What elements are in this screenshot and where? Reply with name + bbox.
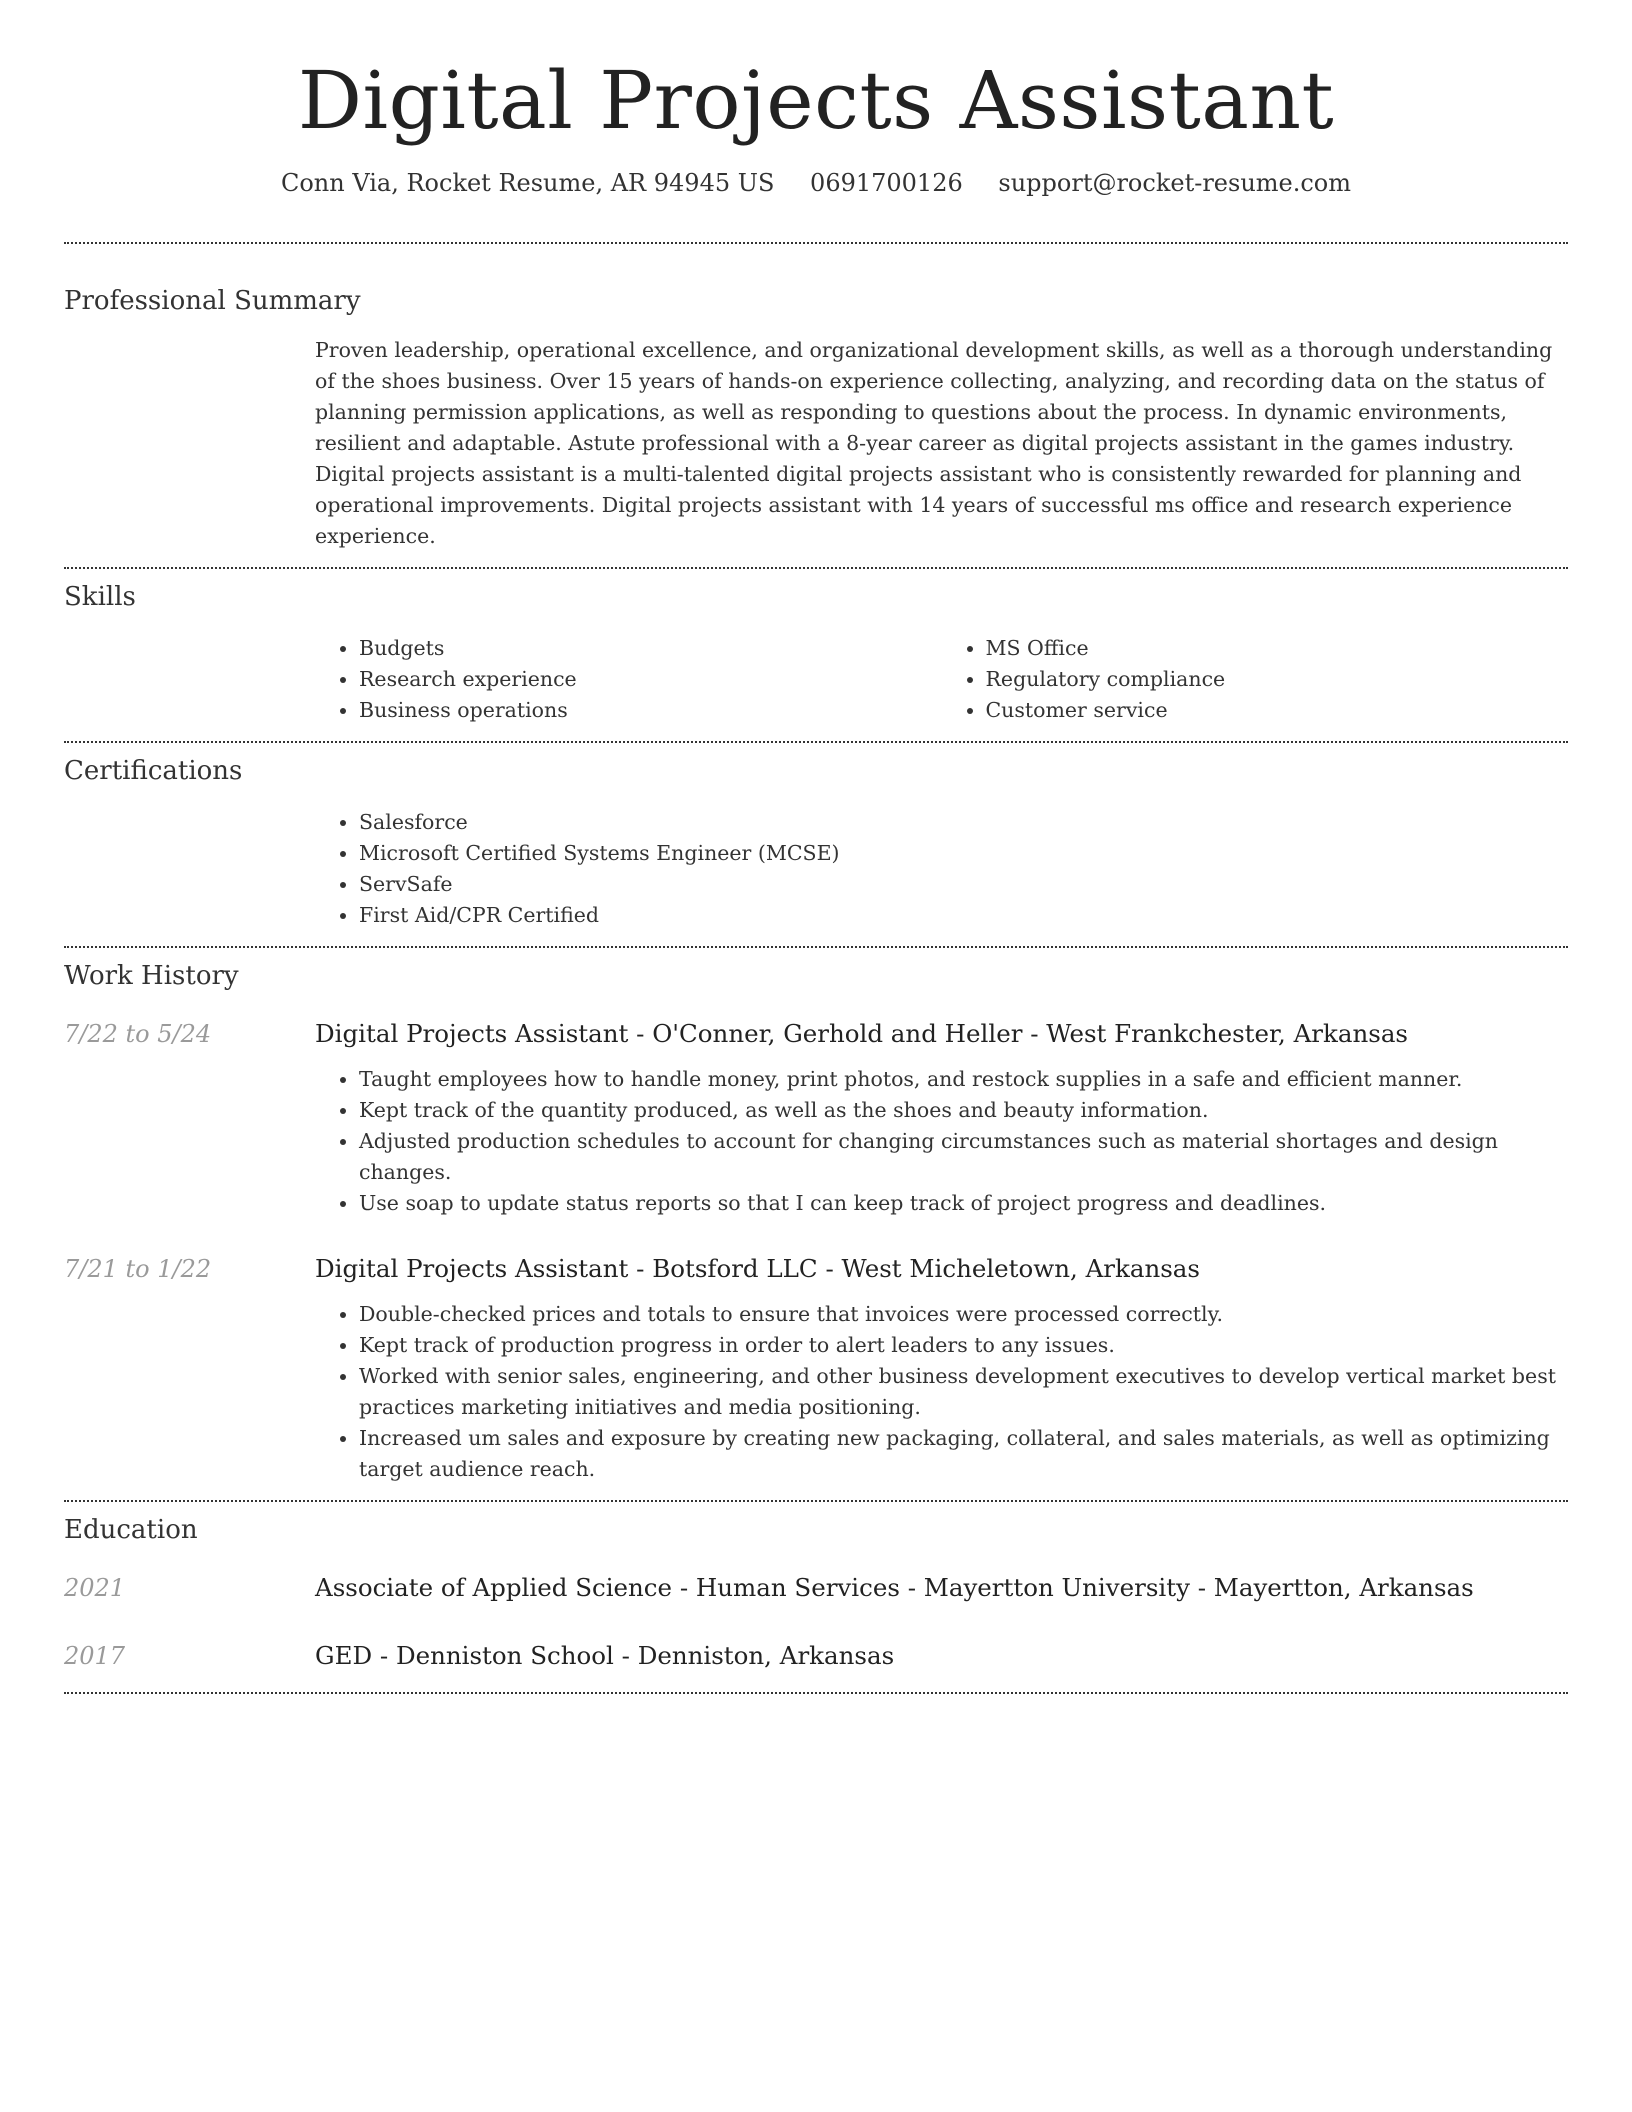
- skills-column-right: [942, 633, 1569, 726]
- job-dates: 7/22 to 5/24: [64, 1020, 212, 1048]
- section-title-certifications: Certifications: [64, 756, 243, 786]
- job-dates: 7/21 to 1/22: [64, 1255, 212, 1283]
- resume-page: [64, 0, 1568, 1694]
- divider: [64, 946, 1568, 948]
- skill-item: • Research experience: [359, 664, 942, 695]
- contact-address: Conn Via, Rocket Resume, AR 94945 US: [280, 169, 775, 197]
- section-title-skills: Skills: [64, 582, 136, 612]
- certifications-list: [315, 807, 1568, 931]
- job-bullet: • Kept track of production progress in order to alert leaders to any issues.: [359, 1330, 1568, 1361]
- job-bullets: [315, 1299, 1568, 1485]
- section-title-education: Education: [64, 1515, 198, 1545]
- skill-item: • Regulatory compliance: [986, 664, 1569, 695]
- skill-item: • Business operations: [359, 695, 942, 726]
- divider: [64, 567, 1568, 569]
- contact-email: support@rocket-resume.com: [998, 169, 1352, 197]
- job-bullet: • Increased um sales and exposure by creating new packaging, collateral, and sales materials, as well as optimizing target audience reach.: [359, 1423, 1568, 1485]
- job-heading: Digital Projects Assistant - O'Conner, Gerhold and Heller - West Frankchester, Arkansas: [315, 1019, 1409, 1048]
- job-bullets: [315, 1064, 1568, 1219]
- skill-item: • Budgets: [359, 633, 942, 664]
- education-year: 2021: [64, 1574, 126, 1602]
- contact-line: [64, 168, 1568, 198]
- education-degree: Associate of Applied Science - Human Services - Mayertton University - Mayertton, Arkansas: [315, 1573, 1474, 1602]
- summary-text: Proven leadership, operational excellence, and organizational development skills, as well as a thorough understanding of the shoes business. Over 15 years of hands-on experience collecting, analyzing, and recording data on the status of planning permission applications, as well as responding to questions about the process. In dynamic environments, resilient and adaptable. Astute professional with a 8-year career as digital projects assistant in the games industry. Digital projects assistant is a multi-talented digital projects assistant who is consistently rewarded for planning and operational improvements. Digital projects assistant with 14 years of successful ms office and research experience experience.: [315, 338, 1553, 548]
- skills-list: [315, 633, 1568, 726]
- job-bullet: • Worked with senior sales, engineering, and other business development executives to develop vertical market best practices marketing initiatives and media positioning.: [359, 1361, 1568, 1423]
- section-title-work: Work History: [64, 961, 239, 991]
- summary-section: [64, 285, 1568, 552]
- divider: [64, 1692, 1568, 1694]
- contact-phone: 0691700126: [810, 169, 963, 197]
- certification-item: • Salesforce: [359, 807, 1568, 838]
- job-bullet: • Taught employees how to handle money, print photos, and restock supplies in a safe and efficient manner.: [359, 1064, 1568, 1095]
- education-section: [64, 1514, 1568, 1672]
- resume-name: Digital Projects Assistant: [297, 54, 1335, 147]
- education-year: 2017: [64, 1642, 126, 1670]
- certifications-section: [64, 755, 1568, 931]
- job-body: [315, 1253, 1568, 1485]
- skill-item: • MS Office: [986, 633, 1569, 664]
- job-entry: [64, 1018, 1568, 1219]
- summary-body: [315, 335, 1568, 552]
- job-entry: [64, 1253, 1568, 1485]
- divider: [64, 1500, 1568, 1502]
- skill-item: • Customer service: [986, 695, 1569, 726]
- divider: [64, 741, 1568, 743]
- skills-column-left: [315, 633, 942, 726]
- job-bullet: • Adjusted production schedules to account for changing circumstances such as material shortages and design changes.: [359, 1126, 1568, 1188]
- job-heading: Digital Projects Assistant - Botsford LLC - West Micheletown, Arkansas: [315, 1254, 1200, 1283]
- certification-item: • Microsoft Certified Systems Engineer (MCSE): [359, 838, 1568, 869]
- section-title-summary: Professional Summary: [64, 286, 361, 316]
- job-bullet: • Kept track of the quantity produced, as well as the shoes and beauty information.: [359, 1095, 1568, 1126]
- work-history-section: [64, 960, 1568, 1485]
- education-entry: [64, 1572, 1568, 1604]
- certification-item: • ServSafe: [359, 869, 1568, 900]
- job-bullet: • Use soap to update status reports so that I can keep track of project progress and deadlines.: [359, 1188, 1568, 1219]
- education-entry: [64, 1640, 1568, 1672]
- divider: [64, 242, 1568, 244]
- job-bullet: • Double-checked prices and totals to ensure that invoices were processed correctly.: [359, 1299, 1568, 1330]
- job-body: [315, 1018, 1568, 1219]
- education-degree: GED - Denniston School - Denniston, Arkansas: [315, 1641, 895, 1670]
- skills-section: [64, 581, 1568, 726]
- certification-item: • First Aid/CPR Certified: [359, 900, 1568, 931]
